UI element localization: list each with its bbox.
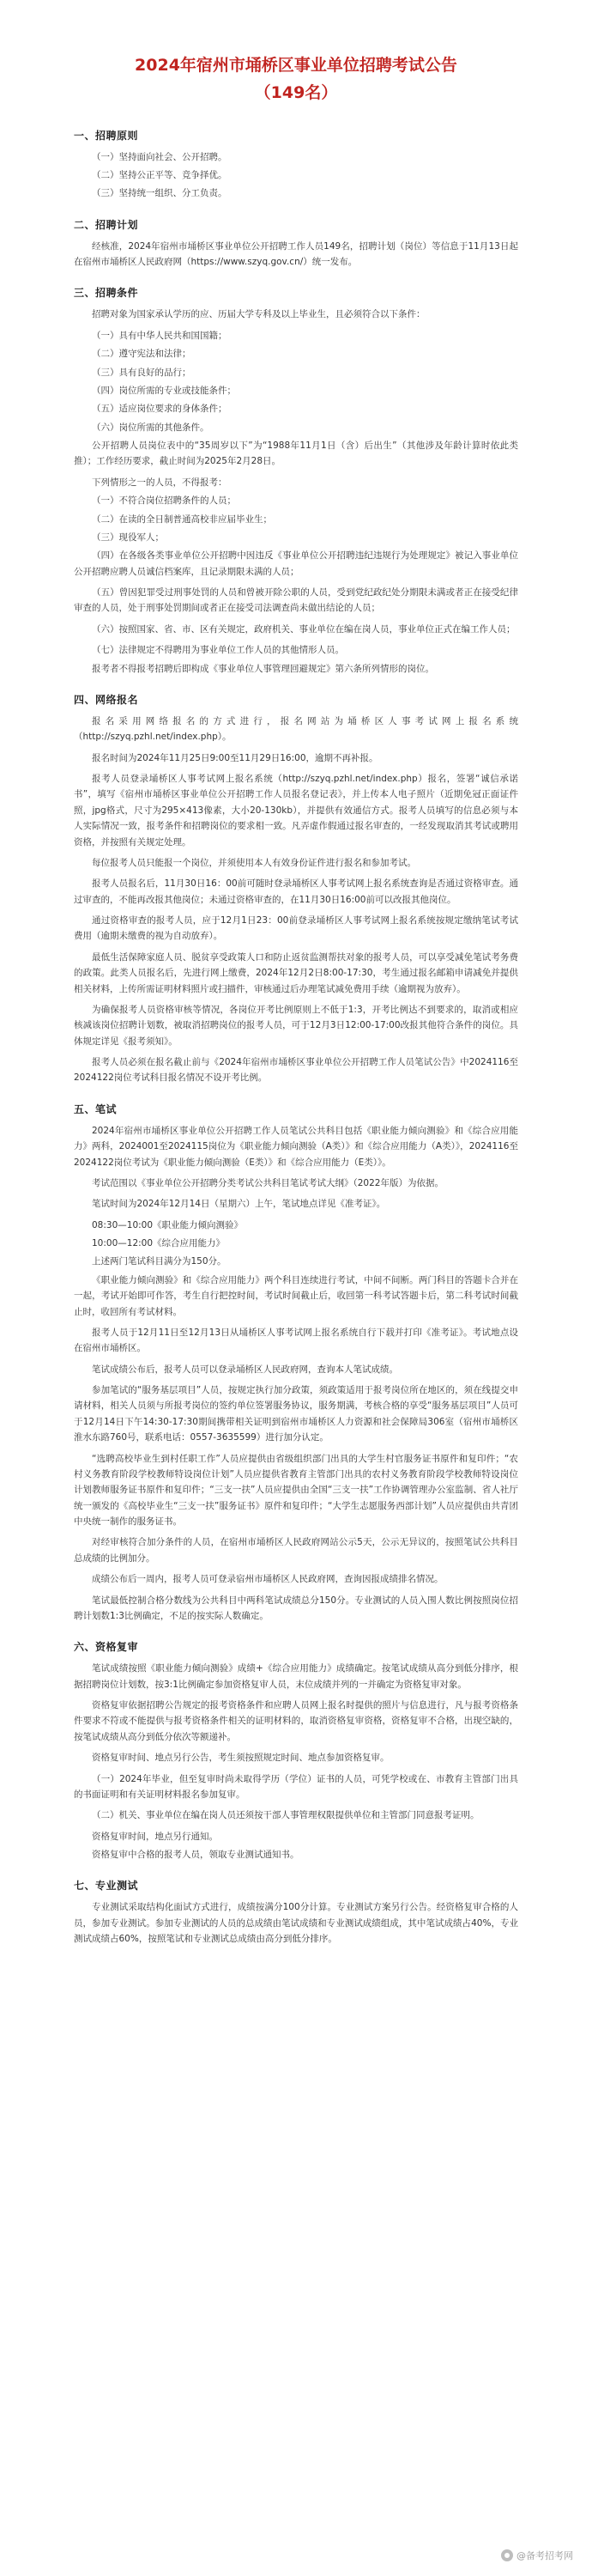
section-heading: 六、资格复审 xyxy=(74,1641,139,1654)
paragraph: （五）曾因犯罪受过刑事处罚的人员和曾被开除公职的人员，受到党纪政纪处分期限未满或者正在接受纪律审查的人员，处于刑事处罚期间或者正在接受司法调查尚未做出结论的人员； xyxy=(74,587,518,614)
paragraph: （二）在读的全日制普通高校非应届毕业生； xyxy=(92,513,272,525)
section-heading: 二、招聘计划 xyxy=(74,218,139,231)
paragraph: （一）不符合岗位招聘条件的人员； xyxy=(92,495,236,507)
paragraph: 10:00—12:00《综合应用能力》 xyxy=(92,1238,226,1249)
paragraph: 考试范围以《事业单位公开招聘分类考试公共科目笔试考试大纲》（2022年版）为依据。 xyxy=(92,1177,444,1188)
paragraph: （三）具有良好的品行； xyxy=(92,367,191,378)
paragraph: （二）坚持公正平等、竞争择优。 xyxy=(92,169,227,180)
paragraph: 资格复审时间、地点另行公告，考生须按照规定时间、地点参加资格复审。 xyxy=(92,1753,390,1764)
paragraph: 报考者不得报考招聘后即构成《事业单位人事管理回避规定》第六条所列情形的岗位。 xyxy=(92,663,434,674)
paragraph: 《职业能力倾向测验》和《综合应用能力》两个科目连续进行考试，中间不间断。两门科目的答题卡合并在一起，考试开始即可作答，考生自行把控时间，考试时间截止后，收回第一科考试答题卡后，第二科考试时间截止时，收回所有考试材料。 xyxy=(74,1274,518,1317)
paragraph: 资格复审中合格的报考人员，领取专业测试通知书。 xyxy=(92,1850,299,1861)
paragraph: （七）法律规定不得聘用为事业单位工作人员的其他情形人员。 xyxy=(92,645,344,656)
paragraph: 笔试成绩按照《职业能力倾向测验》成绩+《综合应用能力》成绩确定。按笔试成绩从高分到低分排序，根据招聘岗位计划数，按3:1比例确定参加资格复审人员，末位成绩并列的一并确定为资格复审对象。 xyxy=(74,1663,518,1690)
announcement-body xyxy=(74,128,518,1947)
paragraph: 资格复审时间，地点另行通知。 xyxy=(92,1831,218,1842)
paragraph: 资格复审依据招聘公告规定的报考资格条件和应聘人员网上报名时提供的照片与信息进行，凡与报考资格条件要求不符或不能提供与报考资格条件相关的证明材料的，取消资格复审资格，资格复审不合格，出现空缺的，按笔试成绩从高分到低分依次等额递补。 xyxy=(74,1700,518,1742)
paragraph: 下列情形之一的人员，不得报考： xyxy=(92,477,227,488)
section-heading: 五、笔试 xyxy=(74,1103,118,1115)
paragraph: 报名时间为2024年11月25日9:00至11月29日16:00，逾期不再补报。 xyxy=(92,752,378,763)
paragraph: （六）岗位所需的其他条件。 xyxy=(92,422,209,433)
weibo-logo-icon xyxy=(501,2549,513,2561)
section-heading: 四、网络报名 xyxy=(74,693,139,706)
title-line-1: 2024年宿州市埇桥区事业单位招聘考试公告 xyxy=(135,56,457,75)
paragraph: 最低生活保障家庭人员、脱贫享受政策人口和防止返贫监测帮扶对象的报考人员，可以享受减免笔试考务费的政策。此类人员报名后，先进行网上缴费，2024年12月2日8:00-17:30，考生通过报名邮箱申请减免并提供相关材料，上传所需证明材料照片或扫描件，审核通过后办理笔试减免费用手续（逾期视为放弃）。 xyxy=(74,951,518,994)
paragraph: 经核准，2024年宿州市埇桥区事业单位公开招聘工作人员149名，招聘计划（岗位）等信息于11月13日起在宿州市埇桥区人民政府网（https://www.szyq.gov.cn/）统一发布。 xyxy=(74,240,518,268)
paragraph: 每位报考人员只能报一个岗位，并须使用本人有效身份证件进行报名和参加考试。 xyxy=(92,857,416,868)
paragraph: 笔试时间为2024年12月14日（星期六）上午，笔试地点详见《准考证》。 xyxy=(92,1199,386,1210)
paragraph: 为确保报考人员资格审核等情况，各岗位开考比例原则上不低于1:3，开考比例达不到要求的，取消或相应核减该岗位招聘计划数，被取消招聘岗位的报考人员，可于12月3日12:00-17:00改报其他符合条件的岗位。具体规定详见《报考须知》。 xyxy=(74,1004,518,1047)
paragraph: （一）2024年毕业，但至复审时尚未取得学历（学位）证书的人员，可凭学校或在、市教育主管部门出具的书面证明和有关证明材料报名参加复审。 xyxy=(74,1773,518,1800)
watermark xyxy=(501,2549,573,2562)
paragraph: （三）坚持统一组织、分工负责。 xyxy=(92,188,227,199)
paragraph: 报名采用网络报名的方式进行，报名网站为埇桥区人事考试网上报名系统（http://szyq.pzhl.net/index.php）。 xyxy=(74,715,518,743)
paragraph: 笔试最低控制合格分数线为公共科目中两科笔试成绩总分150分。专业测试的人员入围人数比例按照岗位招聘计划数1:3比例确定，不足的按实际人数确定。 xyxy=(74,1595,518,1621)
paragraph: （一）坚持面向社会、公开招聘。 xyxy=(92,151,227,162)
paragraph: 报考人员登录埇桥区人事考试网上报名系统（http://szyq.pzhl.net/index.php）报名，签署“诚信承诺书”，填写《宿州市埇桥区事业单位公开招聘工作人员报名登记表》，并上传本人电子照片（近期免冠正面证件照，jpg格式，尺寸为295×413像素，大小20-130kb），并提供有效通信方式。报考人员填写的信息必须与本人实际情况一致，报考条件和招聘岗位的要求相一致。凡弄虚作假通过报名审查的，一经发现取消其考试或聘用资格，并按照有关规定处理。 xyxy=(74,774,518,848)
paragraph: （四）在各级各类事业单位公开招聘中因违反《事业单位公开招聘违纪违规行为处理规定》被记入事业单位公开招聘应聘人员诚信档案库，且记录期限未满的人员； xyxy=(74,550,518,577)
paragraph: “选聘高校毕业生到村任职工作”人员应提供由省级组织部门出具的大学生村官服务证书原件和复印件；“农村义务教育阶段学校教师特设岗位计划”人员应提供省教育主管部门出具的农村义务教育阶段学校教师特设岗位计划教师服务证书原件和复印件；“三支一扶”人员应提供由全国“三支一扶”工作协调管理办公室监制、省人社厅统一颁发的《高校毕业生“三支一扶”服务证书》原件和复印件；“大学生志愿服务西部计划”人员应提供由共青团中央统一制作的服务证书。 xyxy=(74,1453,518,1528)
paragraph: 通过资格审查的报考人员，应于12月1日23：00前登录埇桥区人事考试网上报名系统按规定缴纳笔试考试费用（逾期未缴费的视为自动放弃）。 xyxy=(74,915,518,942)
paragraph: （二）机关、事业单位在编在岗人员还须按干部人事管理权限提供单位和主管部门同意报考证明。 xyxy=(92,1810,480,1821)
paragraph: 专业测试采取结构化面试方式进行，成绩按满分100分计算。专业测试方案另行公告。经资格复审合格的人员，参加专业测试。参加专业测试的人员的总成绩由笔试成绩和专业测试成绩组成，其中笔试成绩占40%，专业测试成绩占60%，按照笔试和专业测试总成绩由高分到低分排序。 xyxy=(74,1902,518,1945)
section-heading: 三、招聘条件 xyxy=(74,287,139,300)
paragraph: 公开招聘人员岗位表中的“35周岁以下”为“1988年11月1日（含）后出生”（其他涉及年龄计算时依此类推）；工作经历要求，截止时间为2025年2月28日。 xyxy=(74,440,518,467)
watermark-text: @备考招考网 xyxy=(516,2550,573,2561)
paragraph: （四）岗位所需的专业或技能条件； xyxy=(92,385,236,396)
paragraph: 报考人员必须在报名截止前与《2024年宿州市埇桥区事业单位公开招聘工作人员笔试公告》中2024116至2024122岗位考试科目报名情况不设开考比例。 xyxy=(74,1057,518,1084)
page-title xyxy=(74,52,518,107)
section-heading: 七、专业测试 xyxy=(74,1880,139,1893)
paragraph: （五）适应岗位要求的身体条件； xyxy=(92,404,227,415)
paragraph: 成绩公布后一周内，报考人员可登录宿州市埇桥区人民政府网，查询因报成绩排名情况。 xyxy=(92,1574,444,1585)
paragraph: 招聘对象为国家承认学历的应、历届大学专科及以上毕业生，且必须符合以下条件： xyxy=(92,309,426,320)
section-heading: 一、招聘原则 xyxy=(74,129,139,142)
title-line-2: （149名） xyxy=(254,83,338,103)
paragraph: （六）按照国家、省、市、区有关规定，政府机关、事业单位在编在岗人员，事业单位正式在编工作人员； xyxy=(92,623,516,635)
paragraph: 报考人员于12月11日至12月13日从埇桥区人事考试网上报名系统自行下载并打印《准考证》。考试地点设在宿州市埇桥区。 xyxy=(74,1327,518,1354)
paragraph: 参加笔试的“服务基层项目”人员，按规定执行加分政策，须政策适用于报考岗位所在地区的，须在线提交申请材料，相关人员须与所报考岗位的签约单位签署服务协议，服务期满，考核合格的享受“服务基层项目”人员可于12月14日下午14:30-17:30期间携带相关证明到宿州市埇桥区人力资源和社会保障局306室（宿州市埇桥区淮水东路760号，联系电话：0557-3635599）进行加分认定。 xyxy=(74,1385,518,1443)
paragraph: 报考人员报名后，11月30日16：00前可随时登录埇桥区人事考试网上报名系统查询是否通过资格审查。通过审查的，不能再改报其他岗位；未通过资格审查的，在11月30日16:00前可以改报其他岗位。 xyxy=(74,878,518,905)
paragraph: （一）具有中华人民共和国国籍； xyxy=(92,330,227,341)
paragraph: （三）现役军人； xyxy=(92,532,164,543)
paragraph: 2024年宿州市埇桥区事业单位公开招聘工作人员笔试公共科目包括《职业能力倾向测验》和《综合应用能力》两科，2024001至2024115岗位为《职业能力倾向测验（A类）》和《综合应用能力（A类）》，2024116至2024122岗位考试为《职业能力倾向测验（E类）》和《综合应用能力（E类）》。 xyxy=(74,1125,518,1168)
paragraph: 08:30—10:00《职业能力倾向测验》 xyxy=(92,1219,244,1230)
paragraph: 对经审核符合加分条件的人员，在宿州市埇桥区人民政府网站公示5天，公示无异议的，按照笔试公共科目总成绩的比例加分。 xyxy=(74,1537,518,1564)
paragraph: 笔试成绩公布后，报考人员可以登录埇桥区人民政府网，查询本人笔试成绩。 xyxy=(92,1364,398,1375)
paragraph: 上述两门笔试科目满分为150分。 xyxy=(92,1256,227,1267)
paragraph: （二）遵守宪法和法律； xyxy=(92,349,191,360)
